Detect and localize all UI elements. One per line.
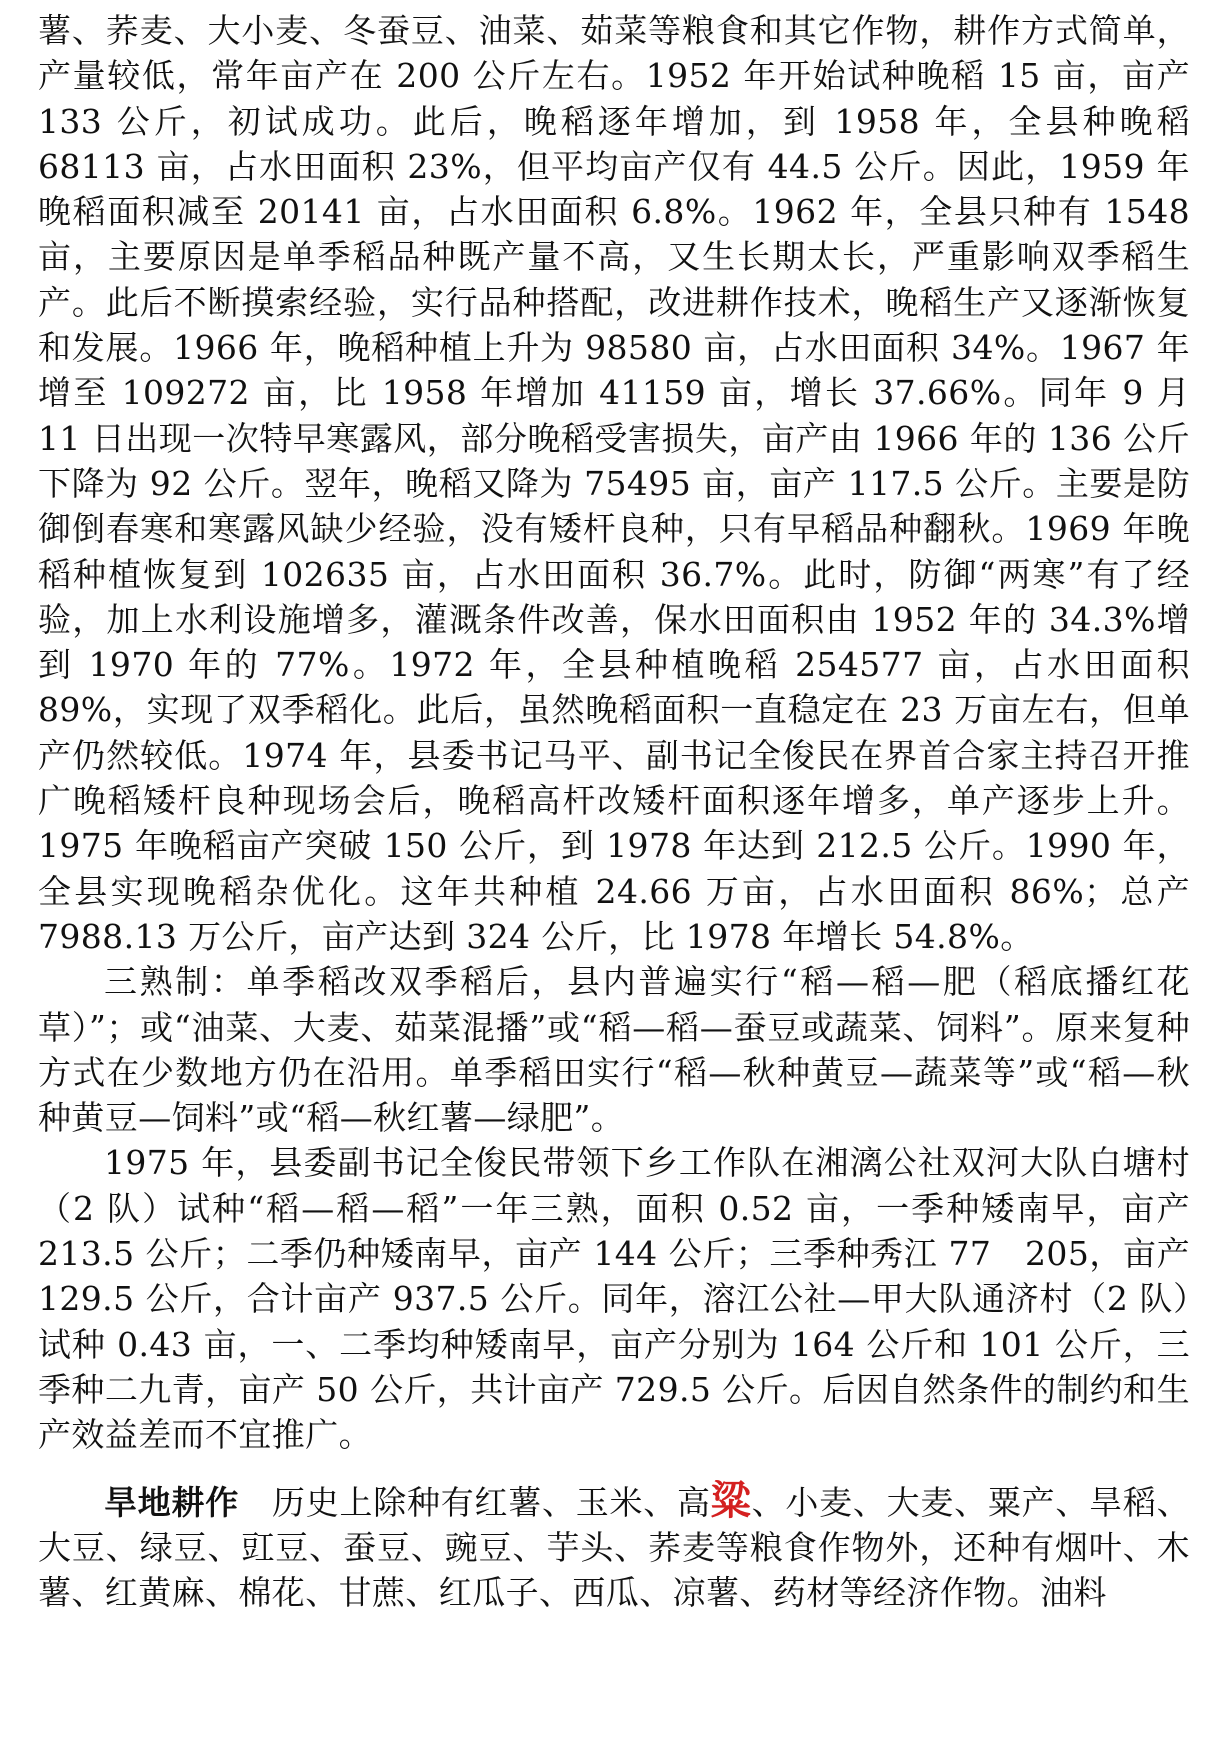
dryland-text-start: 历史上除种有红薯、玉米、高 xyxy=(272,1482,711,1522)
dryland-text-rest: 、小麦、大麦、粟产、旱稻、大豆、绿豆、豇豆、蚕豆、豌豆、芋头、荞麦等粮食作物外，还种有烟叶、木薯、红黄麻、棉花、甘蔗、红瓜子、西瓜、凉薯、药材等经济作物。油料 xyxy=(38,1482,1191,1613)
paragraph-1975-trial: 1975 年，县委副书记全俊民带领下乡工作队在湘漓公社双河大队白塘村（2 队）试种“稻—稻—稻”一年三熟，面积 0.52 亩，一季种矮南早，亩产 213.5 公斤；二季仍种矮南早，亩产 144 公斤；三季种秀江 77 205，亩产 129.5 公斤，合计亩产 937.5 公斤。同年，溶江公社—甲大队通济村（2 队）试种 0.43 亩，一、二季均种矮南早，亩产分别为 164 公斤和 101 公斤，三季种二九青，亩产 50 公斤，共计亩产 729.5 公斤。后因自然条件的制约和生产效益差而不宜推广。 xyxy=(38,1143,1190,1455)
section-heading: 旱地耕作 xyxy=(104,1482,240,1522)
paragraph-dryland-farming xyxy=(38,1477,1191,1616)
paragraph-triple-cropping: 三熟制：单季稻改双季稻后，县内普遍实行“稻—稻—肥（稻底播红花草）”；或“油菜、大麦、茹菜混播”或“稻—稻—蚕豆或蔬菜、饲料”。原来复种方式在少数地方仍在沿用。单季稻田实行“稻—秋种黄豆—蔬菜等”或“稻—秋种黄豆—饲料”或“稻—秋红薯—绿肥”。 xyxy=(38,962,1190,1138)
highlighted-character: 粱 xyxy=(710,1477,752,1524)
document-page xyxy=(38,8,1190,1615)
paragraph-late-rice: 薯、荞麦、大小麦、冬蚕豆、油菜、茹菜等粮食和其它作物，耕作方式简单，产量较低，常年亩产在 200 公斤左右。1952 年开始试种晚稻 15 亩，亩产 133 公斤，初试成功。此后，晚稻逐年增加，到 1958 年，全县种晚稻 68113 亩，占水田面积 23%，但平均亩产仅有 44.5 公斤。因此，1959 年晚稻面积减至 20141 亩，占水田面积 6.8%。1962 年，全县只种有 1548 亩，主要原因是单季稻品种既产量不高，又生长期太长，严重影响双季稻生产。此后不断摸索经验，实行品种搭配，改进耕作技术，晚稻生产又逐渐恢复和发展。1966 年，晚稻种植上升为 98580 亩，占水田面积 34%。1967 年增至 109272 亩，比 1958 年增加 41159 亩，增长 37.66%。同年 9 月 11 日出现一次特早寒露风，部分晚稻受害损失，亩产由 1966 年的 136 公斤下降为 92 公斤。翌年，晚稻又降为 75495 亩，亩产 117.5 公斤。主要是防御倒春寒和寒露风缺少经验，没有矮杆良种，只有早稻品种翻秋。1969 年晚稻种植恢复到 102635 亩，占水田面积 36.7%。此时，防御“两寒”有了经验，加上水利设施增多，灌溉条件改善，保水田面积由 1952 年的 34.3%增到 1970 年的 77%。1972 年，全县种植晚稻 254577 亩，占水田面积 89%，实现了双季稻化。此后，虽然晚稻面积一直稳定在 23 万亩左右，但单产仍然较低。1974 年，县委书记马平、副书记全俊民在界首合家主持召开推广晚稻矮杆良种现场会后，晚稻高杆改矮杆面积逐年增多，单产逐步上升。1975 年晚稻亩产突破 150 公斤，到 1978 年达到 212.5 公斤。1990 年，全县实现晚稻杂优化。这年共种植 24.66 万亩，占水田面积 86%；总产 7988.13 万公斤，亩产达到 324 公斤，比 1978 年增长 54.8%。 xyxy=(38,11,1190,956)
